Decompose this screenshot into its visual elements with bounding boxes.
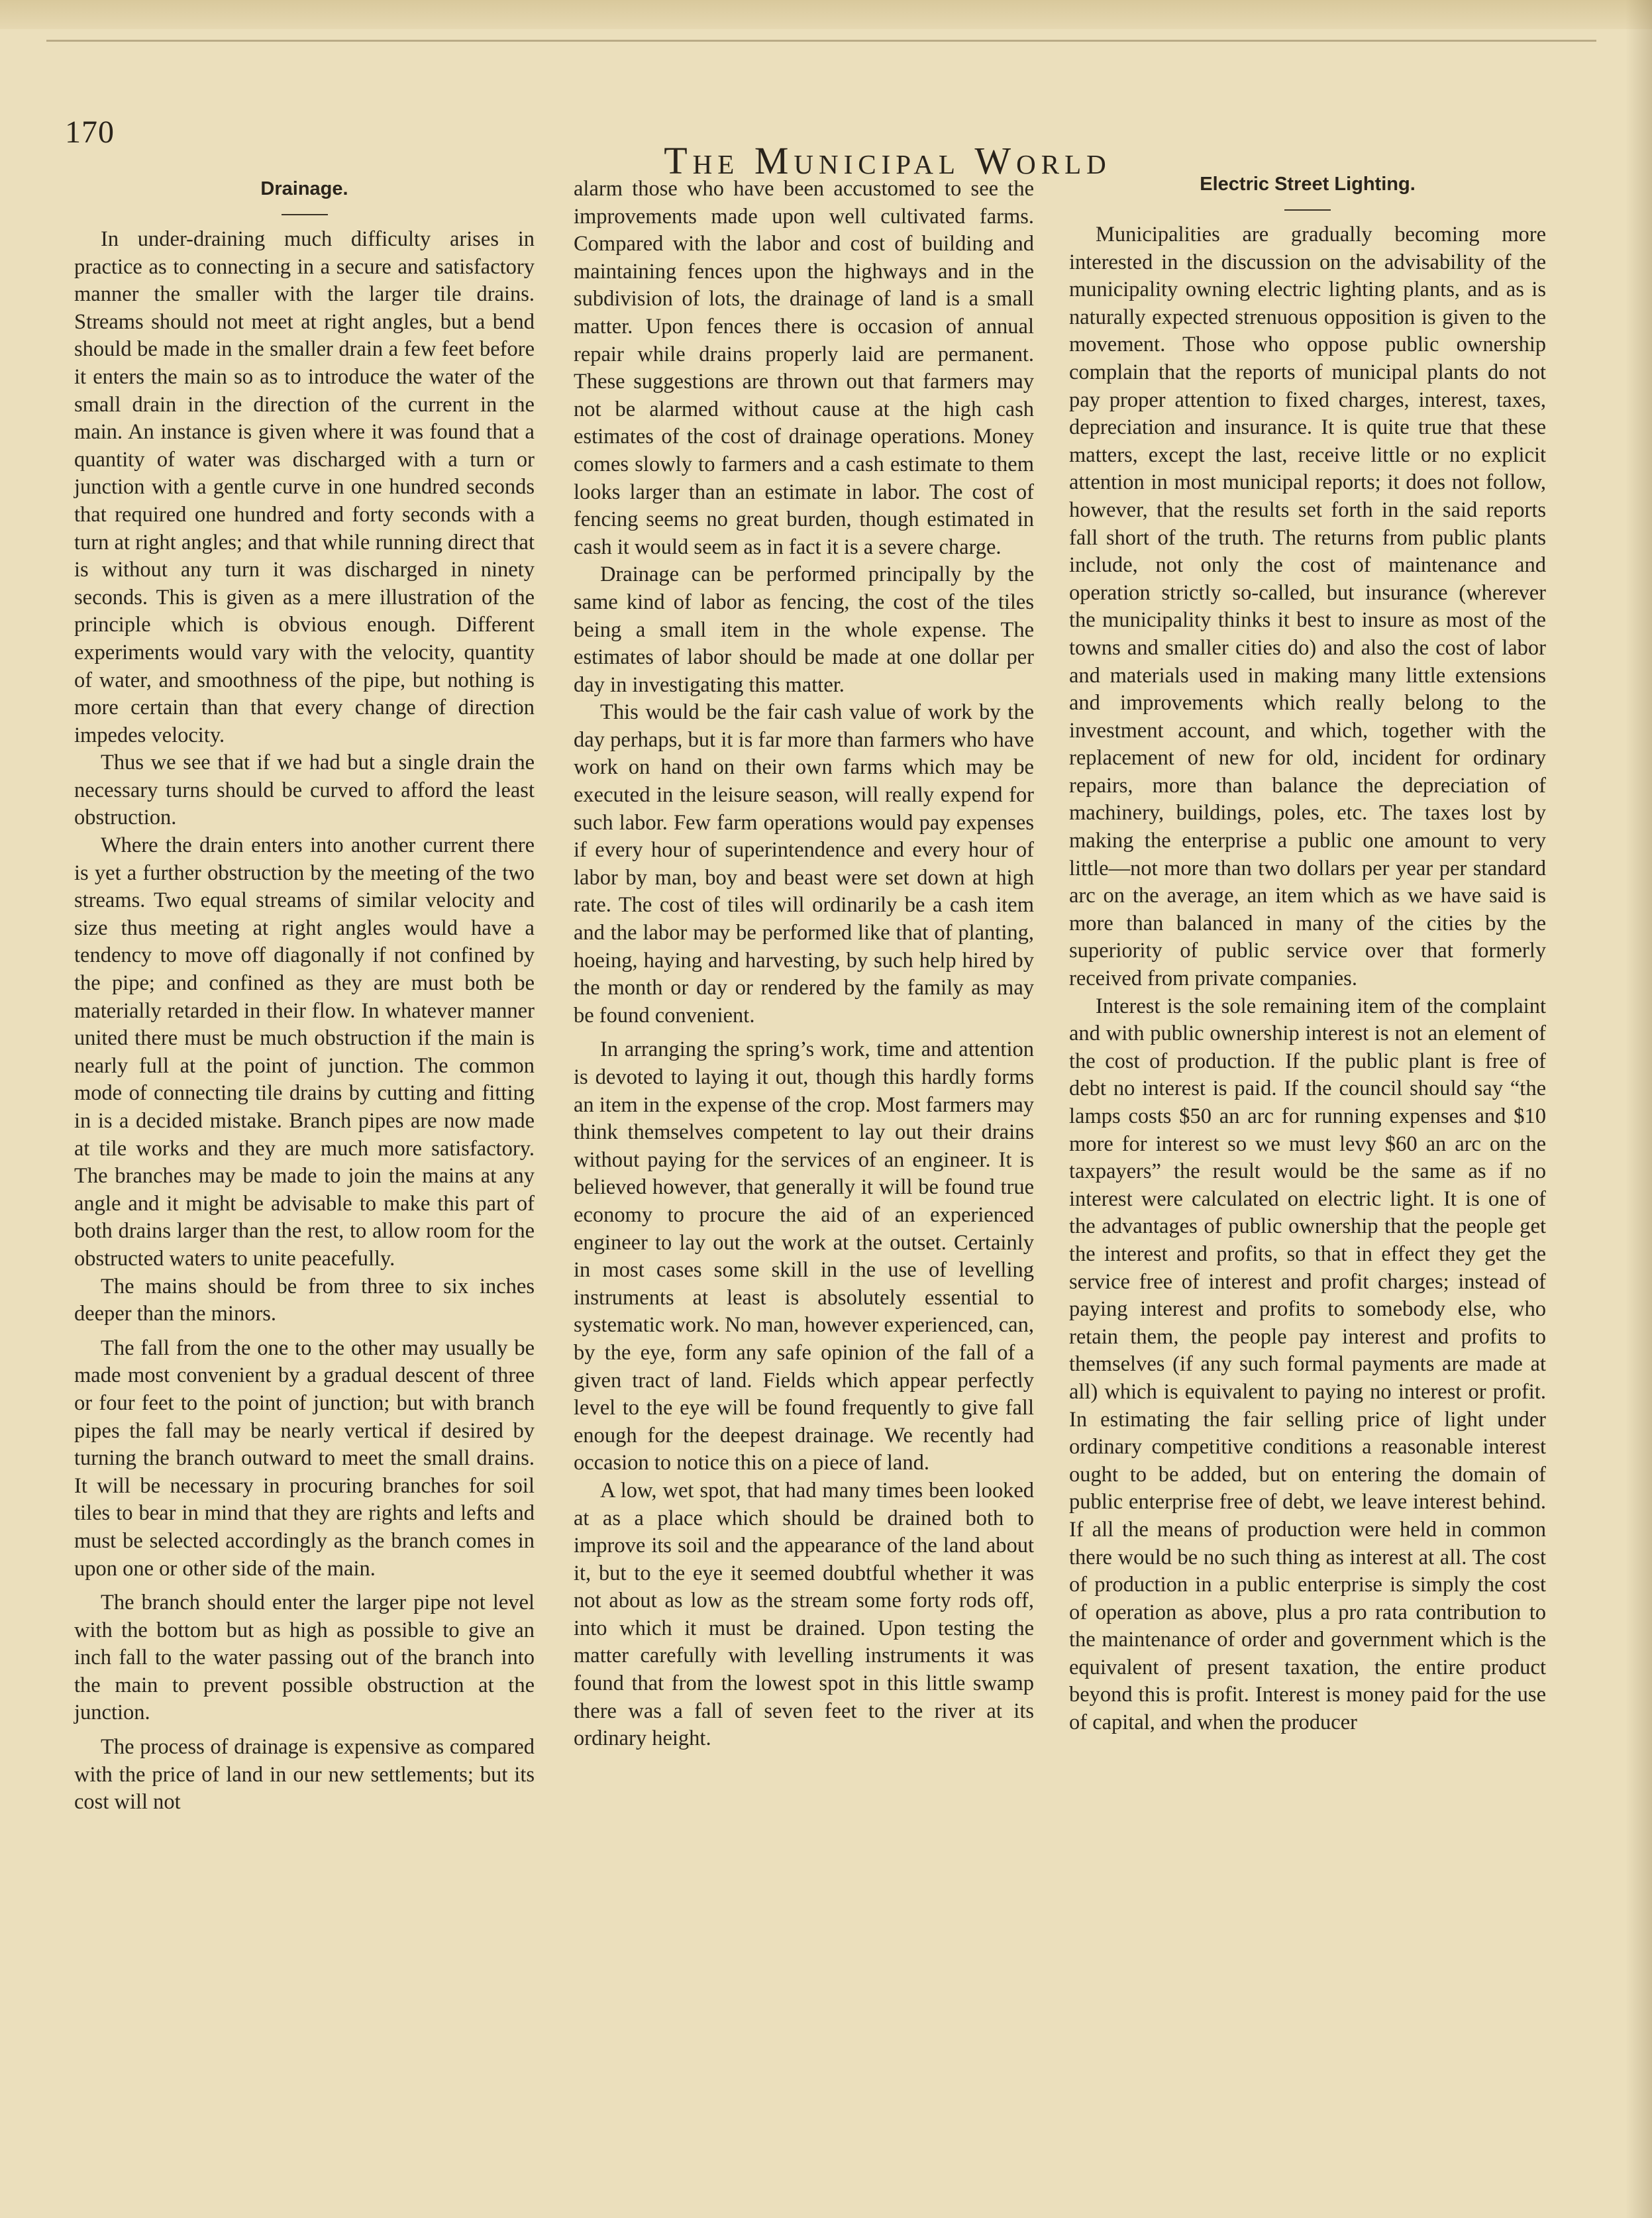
- drainage-paragraph: The process of drainage is expensive as compared with the price of land in our new settlements; but its cost will not: [74, 1735, 535, 1815]
- drainage-paragraph: Thus we see that if we had but a single drain the necessary turns should be curved to afford the least obstruction.: [74, 751, 535, 830]
- page-number: 170: [65, 115, 115, 150]
- lighting-paragraph: Interest is the sole remaining item of the complaint and with public ownership interest is not an element of the cost of production. If the public plant is free of debt no interest is paid. If the council should say “the lamps costs $50 an arc for running expenses and $10 more for interest so we must levy $60 an arc on the taxpayers” the result would be the same as if no interest were calculated on electric light. It is one of the advantages of public ownership that the people get the interest and profits, so that in effect they get the service free of interest and profit charges; instead of paying interest and profits to somebody else, who retain them, the people pay interest and profits to themselves (if any such formal payments are made at all) which is equivalent to paying no interest or profit. In estimating the fair selling price of light under ordinary competitive conditions a reasonable interest ought to be added, but on entering the domain of public enterprise free of debt, we leave interest behind. If all the means of production were held in common there would be no such thing as interest at all. The cost of production in a public enterprise is simply the cost of operation as above, plus a pro rata contribution to the maintenance of order and government which is the equivalent of present taxation, the entire product beyond this is profit. Interest is money paid for the use of capital, and when the producer: [1069, 994, 1546, 1735]
- top-rule: [46, 40, 1596, 42]
- page-top-edge: [0, 0, 1652, 29]
- heading-divider: [282, 214, 328, 215]
- electric-lighting-heading: Electric Street Lighting.: [1200, 174, 1416, 195]
- drainage-heading: Drainage.: [260, 178, 348, 199]
- column-3: [1069, 171, 1546, 1737]
- column-1: [74, 176, 535, 1817]
- drainage-continued-paragraph: Drainage can be performed principally by the same kind of labor as fencing, the cost of the tiles being a small item in the whole expense. The estimates of labor should be made at one dollar per day in investigating this matter.: [574, 562, 1034, 697]
- drainage-continued-paragraph: This would be the fair cash value of work by the day perhaps, but it is far more than farmers who have work on hand on their own farms which may be executed in the leisure season, will really expend for such labor. Few farm operations would pay expenses if every hour of superintendence and every hour of labor by man, boy and beast were set down at high rate. The cost of tiles will ordinarily be a cash item and the labor may be performed like that of planting, hoeing, haying and harvesting, by such help hired by the month or day or rendered by the family as may be found convenient.: [574, 700, 1034, 1028]
- column-2: [574, 176, 1034, 1753]
- drainage-paragraph: The mains should be from three to six inches deeper than the minors.: [74, 1274, 535, 1326]
- lighting-paragraph: Municipalities are gradually becoming more interested in the discussion on the advisability of the municipality owning electric lighting plants, and as is naturally expected strenuous opposition is given to the movement. Those who oppose public ownership complain that the reports of municipal plants do not pay proper attention to fixed charges, interest, taxes, depreciation and insurance. It is quite true that these matters, except the last, receive little or no explicit attention in most municipal reports; it does not follow, however, that the results set forth in the said reports fall short of the truth. The returns from public plants include, not only the cost of maintenance and operation strictly so-called, but insurance (wherever the municipality thinks it best to insure as most of the towns and smaller cities do) and also the cost of labor and materials used in making many little extensions and improvements which really belong to the investment account, and which, together with the replacement of new for old, incident for ordinary repairs, more than balance the depreciation of machinery, buildings, poles, etc. The taxes lost by making the enterprise a public one amount to very little—not more than two dollars per year per standard arc on the average, an item which as we have said is more than balanced in many of the cities by the superiority of public service over that formerly received from private companies.: [1069, 223, 1546, 991]
- drainage-continued-paragraph: A low, wet spot, that had many times been looked at as a place which should be drained both to improve its soil and the appearance of the land about it, but to the eye it seemed doubtful whether it was not about as low as the stream some forty rods off, into which it must be drained. Upon testing the matter carefully with levelling instruments it was found that from the lowest spot in this little swamp there was a fall of seven feet to the river at its ordinary height.: [574, 1478, 1034, 1751]
- drainage-paragraph: The fall from the one to the other may usually be made most convenient by a gradual descent of three or four feet to the point of junction; but with branch pipes the fall may be nearly vertical if desired by turning the branch outward to meet the small drains. It will be necessary in procuring branches for soil tiles to bear in mind that they are rights and lefts and must be selected accordingly as the branch comes in upon one or other side of the main.: [74, 1336, 535, 1581]
- drainage-continued-paragraph: alarm those who have been accustomed to see the improvements made upon well cultivated farms. Compared with the labor and cost of building and maintaining fences upon the highways and in the subdivision of lots, the drainage of land is a small matter. Upon fences there is occasion of annual repair while drains properly laid are permanent. These suggestions are thrown out that farmers may not be alarmed without cause at the high cash estimates of the cost of drainage operations. Money comes slowly to farmers and a cash estimate to them looks larger than an estimate in labor. The cost of fencing seems no great burden, though estimated in cash it would seem as in fact it is a severe charge.: [574, 177, 1034, 559]
- heading-divider: [1284, 209, 1331, 211]
- drainage-paragraph: The branch should enter the larger pipe not level with the bottom but as high as possible to give an inch fall to the water passing out of the branch into the main to prevent possible obstruction at the junction.: [74, 1591, 535, 1725]
- drainage-continued-paragraph: In arranging the spring’s work, time and attention is devoted to laying it out, though this hardly forms an item in the expense of the crop. Most farmers may think themselves competent to lay out their drains without paying for the services of an engineer. It is believed however, that generally it will be found true economy to procure the aid of an experienced engineer to lay out the work at the outset. Certainly in most cases some skill in the use of levelling instruments at least is absolutely essential to systematic work. No man, however experienced, can, by the eye, form any safe opinion of the fall of a given tract of land. Fields which appear perfectly level to the eye will be found frequently to give fall enough for the deepest drainage. We recently had occasion to notice this on a piece of land.: [574, 1037, 1034, 1475]
- page-edge-shadow: [1626, 0, 1652, 2218]
- masthead: The Municipal World: [664, 138, 1111, 182]
- drainage-paragraph: In under-draining much difficulty arises in practice as to connecting in a secure and satisfactory manner the smaller with the larger tile drains. Streams should not meet at right angles, but a bend should be made in the smaller drain a few feet before it enters the main so as to introduce the water of the small drain in the direction of the current in the main. An instance is given where it was found that a quantity of water was discharged with a turn or junction with a gentle curve in one hundred seconds that required one hundred and forty seconds with a turn at right angles; and that while running direct that is without any turn it was discharged in ninety seconds. This is given as a mere illustration of the principle which is obvious enough. Different experiments would vary with the velocity, quantity of water, and smoothness of the pipe, but nothing is more certain than that every change of direction impedes velocity.: [74, 227, 535, 747]
- drainage-paragraph: Where the drain enters into another current there is yet a further obstruction by the meeting of the two streams. Two equal streams of similar velocity and size thus meeting at right angles would have a tendency to move off diagonally if not confined by the pipe; and confined as they are must both be materially retarded in their flow. In whatever manner united there must be much obstruction if the main is nearly full at the point of junction. The common mode of connecting tile drains by cutting and fitting in is a decided mistake. Branch pipes are now made at tile works and they are much more satisfactory. The branches may be made to join the mains at any angle and it might be advisable to make this part of both drains larger than the rest, to allow room for the obstructed waters to unite peacefully.: [74, 833, 535, 1271]
